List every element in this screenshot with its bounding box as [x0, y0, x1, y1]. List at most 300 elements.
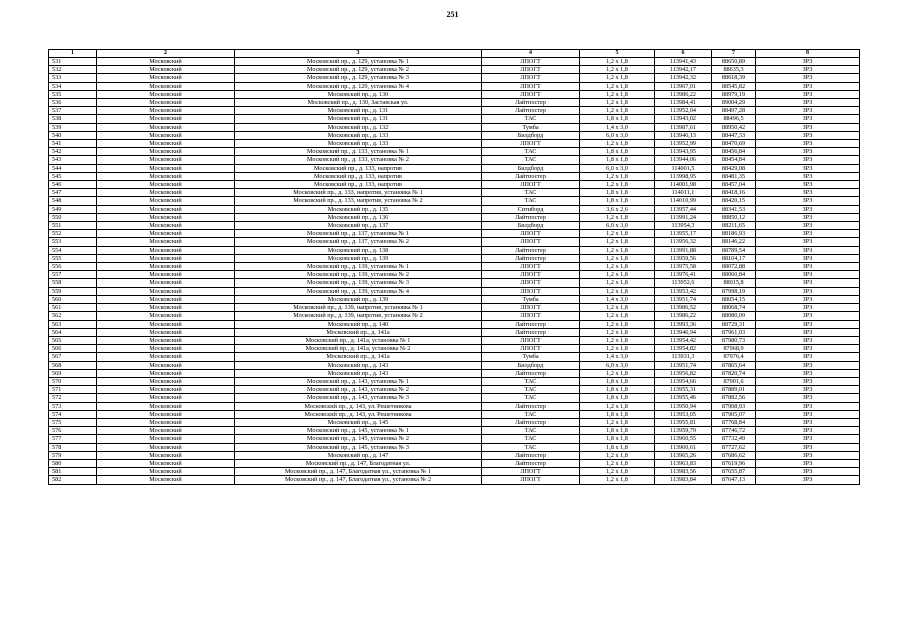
table-row — [49, 222, 860, 230]
table-cell: ТАС — [482, 394, 580, 402]
table-cell: ЛПОГТ — [482, 312, 580, 320]
table-cell: Московский пр., д. 133, напротив, установка № 1 — [235, 189, 482, 197]
table-cell: 113942,32 — [655, 74, 712, 82]
table-cell: 88950,42 — [712, 123, 756, 131]
table-cell: 113951,74 — [655, 295, 712, 303]
table-row — [49, 230, 860, 238]
table-cell: 113983,56 — [655, 468, 712, 476]
table-cell: 579 — [49, 451, 97, 459]
table-cell: 6,0 х 3,0 — [580, 164, 655, 172]
table-cell: 113960,55 — [655, 435, 712, 443]
table-cell: 1,4 х 3,0 — [580, 353, 655, 361]
table-cell: Московский — [97, 435, 235, 443]
table-cell: Московский пр., д. 133, напротив — [235, 181, 482, 189]
table-row — [49, 377, 860, 385]
table-cell: 533 — [49, 74, 97, 82]
table-cell: 87961,03 — [712, 328, 756, 336]
table-cell: Московский — [97, 279, 235, 287]
table-cell: ТАС — [482, 156, 580, 164]
table-cell: 88545,82 — [712, 82, 756, 90]
table-cell: 574 — [49, 410, 97, 418]
table-cell: 547 — [49, 189, 97, 197]
table-cell: 113952,04 — [655, 107, 712, 115]
table-cell: 1,8 х 1,8 — [580, 377, 655, 385]
table-cell: 1,2 х 1,8 — [580, 476, 655, 484]
table-cell: ЗРЗ — [756, 345, 860, 353]
table-cell: 564 — [49, 328, 97, 336]
table-cell: Московский пр., д. 129, установка № 1 — [235, 58, 482, 66]
table-cell: 113943,95 — [655, 148, 712, 156]
table-cell: ЗРЗ — [756, 443, 860, 451]
table-cell: Московский — [97, 238, 235, 246]
table-cell: Билдборд — [482, 222, 580, 230]
table-cell: ЗРЗ — [756, 476, 860, 484]
table-cell: 576 — [49, 427, 97, 435]
table-cell: Московский пр., д. 133, напротив, установка № 2 — [235, 197, 482, 205]
table-cell: Московский пр., д. 143 — [235, 361, 482, 369]
table-cell: 567 — [49, 353, 97, 361]
table-cell: Московский пр., д. 131 — [235, 115, 482, 123]
data-table — [48, 49, 860, 485]
table-row — [49, 369, 860, 377]
table-cell: Московский — [97, 115, 235, 123]
table-cell: Московский — [97, 156, 235, 164]
table-cell: 1,2 х 1,8 — [580, 271, 655, 279]
table-cell: ЗРЗ — [756, 123, 860, 131]
table-row — [49, 148, 860, 156]
table-cell: Московский пр., д. 129, установка № 4 — [235, 82, 482, 90]
table-cell: 582 — [49, 476, 97, 484]
table-cell: ЗРЗ — [756, 99, 860, 107]
table-cell: Московский пр., д. 135 — [235, 205, 482, 213]
table-cell: ЗРЗ — [756, 320, 860, 328]
table-cell: 571 — [49, 386, 97, 394]
table-cell: Московский пр., д. 143, установка № 2 — [235, 386, 482, 394]
table-cell: Московский — [97, 468, 235, 476]
table-cell: 1,2 х 1,8 — [580, 369, 655, 377]
table-cell: ЗРЗ — [756, 74, 860, 82]
table-cell: 1,2 х 1,8 — [580, 140, 655, 148]
table-cell: ЗРЗ — [756, 140, 860, 148]
table-cell: ЛПОГТ — [482, 263, 580, 271]
table-cell: 1,2 х 1,8 — [580, 107, 655, 115]
table-cell: 113950,94 — [655, 402, 712, 410]
table-cell: Билдборд — [482, 131, 580, 139]
table-row — [49, 328, 860, 336]
table-cell: ЗРЗ — [756, 336, 860, 344]
table-cell: Лайтпостер — [482, 99, 580, 107]
table-cell: 113998,95 — [655, 172, 712, 180]
table-cell: ЗРЗ — [756, 189, 860, 197]
table-cell: 569 — [49, 369, 97, 377]
table-cell: 1,2 х 1,8 — [580, 230, 655, 238]
table-cell: 88618,39 — [712, 74, 756, 82]
table-cell: 545 — [49, 172, 97, 180]
page-number: 251 — [446, 10, 459, 19]
table-cell: ЗРЗ — [756, 254, 860, 262]
table-cell: ЗРЗ — [756, 115, 860, 123]
table-cell: ЛПОГТ — [482, 181, 580, 189]
table-cell: 87998,19 — [712, 287, 756, 295]
table-cell: Московский пр., д. 137 — [235, 222, 482, 230]
table-cell: 88635,3 — [712, 66, 756, 74]
table-cell: ЗРЗ — [756, 238, 860, 246]
table-row — [49, 263, 860, 271]
table-cell: ЗРЗ — [756, 148, 860, 156]
table-cell: 113957,44 — [655, 205, 712, 213]
table-cell: Лайтпостер — [482, 254, 580, 262]
table-row — [49, 82, 860, 90]
table-cell: 1,4 х 3,0 — [580, 123, 655, 131]
table-cell: ЗРЗ — [756, 402, 860, 410]
table-cell: 87768,84 — [712, 418, 756, 426]
table-cell: Московский — [97, 394, 235, 402]
table-cell: Московский пр., д. 139, напротив, установка № 2 — [235, 312, 482, 320]
table-cell: ЗРЗ — [756, 205, 860, 213]
column-header: 1 — [49, 50, 97, 58]
table-cell: Московский пр., д. 143, ул. Решетникова — [235, 402, 482, 410]
table-cell: ЗРЗ — [756, 263, 860, 271]
table-cell: Московский — [97, 427, 235, 435]
table-cell: 1,8 х 1,8 — [580, 115, 655, 123]
table-cell: 531 — [49, 58, 97, 66]
table-cell: Лайтпостер — [482, 107, 580, 115]
table-cell: 578 — [49, 443, 97, 451]
table-cell: 1,2 х 1,8 — [580, 181, 655, 189]
table-cell: 1,2 х 1,8 — [580, 213, 655, 221]
table-cell: 113946,13 — [655, 131, 712, 139]
table-cell: 114010,99 — [655, 197, 712, 205]
table-cell: Московский пр., д. 145, установка № 1 — [235, 427, 482, 435]
table-cell: Московский — [97, 369, 235, 377]
table-cell: 87732,49 — [712, 435, 756, 443]
table-row — [49, 468, 860, 476]
table-cell: 88429,08 — [712, 164, 756, 172]
table-cell: 113954,66 — [655, 377, 712, 385]
table-cell: ЗРЗ — [756, 369, 860, 377]
table-cell: Московский пр., д. 147, Благодатная ул., установка № 2 — [235, 476, 482, 484]
table-cell: ЗРЗ — [756, 468, 860, 476]
table-row — [49, 476, 860, 484]
table-cell: Московский — [97, 410, 235, 418]
table-cell: ЗРЗ — [756, 246, 860, 254]
table-cell: Московский пр., д. 147, Благодатная ул. — [235, 459, 482, 467]
table-cell: Московский пр., д. 143 — [235, 369, 482, 377]
table-cell: 570 — [49, 377, 97, 385]
table-cell: 88496,5 — [712, 115, 756, 123]
table-cell: Билдборд — [482, 164, 580, 172]
table-cell: 557 — [49, 271, 97, 279]
table-row — [49, 115, 860, 123]
table-row — [49, 254, 860, 262]
table-row — [49, 271, 860, 279]
table-cell: 114001,5 — [655, 164, 712, 172]
table-cell: ЗРЗ — [756, 271, 860, 279]
table-cell: Московский пр., д. 139, напротив, установка № 1 — [235, 304, 482, 312]
table-cell: Московский пр., д. 141а, установка № 2 — [235, 345, 482, 353]
table-cell: 1,8 х 1,8 — [580, 156, 655, 164]
table-cell: 532 — [49, 66, 97, 74]
table-cell: Московский пр., д. 139 — [235, 295, 482, 303]
table-cell: Московский — [97, 353, 235, 361]
table-cell: 113955,46 — [655, 394, 712, 402]
table-cell: Московский — [97, 295, 235, 303]
table-cell: 88054,15 — [712, 295, 756, 303]
table-cell: 555 — [49, 254, 97, 262]
table-cell: 113956,32 — [655, 238, 712, 246]
table-cell: ТАС — [482, 427, 580, 435]
table-cell: Московский — [97, 123, 235, 131]
table-cell: Московский — [97, 402, 235, 410]
table-cell: ЗРЗ — [756, 451, 860, 459]
table-row — [49, 287, 860, 295]
table-cell: 1,2 х 1,8 — [580, 246, 655, 254]
table-cell: ЗРЗ — [756, 418, 860, 426]
table-cell: Московский пр., д. 143, ул. Решетникова — [235, 410, 482, 418]
table-cell: 1,2 х 1,8 — [580, 345, 655, 353]
table-cell: 573 — [49, 402, 97, 410]
table-cell: 88470,69 — [712, 140, 756, 148]
table-cell: 1,2 х 1,8 — [580, 99, 655, 107]
table-cell: 113983,84 — [655, 476, 712, 484]
table-cell: ЗРЗ — [756, 181, 860, 189]
table-row — [49, 304, 860, 312]
table-cell: Московский пр., д. 130, Заставская ул. — [235, 99, 482, 107]
table-cell: 88420,15 — [712, 197, 756, 205]
table-cell: ЛПОГТ — [482, 230, 580, 238]
table-row — [49, 435, 860, 443]
table-cell: Московский — [97, 58, 235, 66]
table-cell: 113993,36 — [655, 320, 712, 328]
table-cell: 87889,01 — [712, 386, 756, 394]
table-cell: Московский — [97, 320, 235, 328]
table-cell: ЗРЗ — [756, 312, 860, 320]
table-row — [49, 361, 860, 369]
table-cell: 113967,01 — [655, 82, 712, 90]
table-cell: 1,4 х 3,0 — [580, 295, 655, 303]
table-row — [49, 99, 860, 107]
table-cell: 1,2 х 1,8 — [580, 304, 655, 312]
table-cell: Московский пр., д. 140 — [235, 320, 482, 328]
table-cell: 88146,22 — [712, 238, 756, 246]
table-row — [49, 459, 860, 467]
table-cell: Московский — [97, 164, 235, 172]
table-cell: Московский — [97, 328, 235, 336]
table-cell: ЛПОГТ — [482, 66, 580, 74]
table-row — [49, 181, 860, 189]
table-cell: 87686,62 — [712, 451, 756, 459]
table-cell: 113986,22 — [655, 312, 712, 320]
table-cell: ЗРЗ — [756, 172, 860, 180]
table-cell: Московский — [97, 148, 235, 156]
table-cell: 1,2 х 1,8 — [580, 90, 655, 98]
table-cell: Московский — [97, 74, 235, 82]
table-cell: ТАС — [482, 410, 580, 418]
table-cell: ЗРЗ — [756, 156, 860, 164]
table-cell: Лайтпостер — [482, 320, 580, 328]
table-cell: 1,2 х 1,8 — [580, 459, 655, 467]
table-cell: Московский пр., д. 145, установка № 3 — [235, 443, 482, 451]
table-cell: Московский — [97, 287, 235, 295]
table-cell: 113955,31 — [655, 386, 712, 394]
table-cell: Московский пр., д. 138 — [235, 246, 482, 254]
table-cell: 87905,07 — [712, 410, 756, 418]
table-cell: Лайтпостер — [482, 402, 580, 410]
table-cell: Лайтпостер — [482, 213, 580, 221]
table-cell: Московский — [97, 377, 235, 385]
table-cell: ЛПОГТ — [482, 58, 580, 66]
table-cell: 6,0 х 3,0 — [580, 131, 655, 139]
table-cell: 1,2 х 1,8 — [580, 451, 655, 459]
table-cell: Московский — [97, 345, 235, 353]
table-cell: 562 — [49, 312, 97, 320]
table-row — [49, 58, 860, 66]
table-cell: 560 — [49, 295, 97, 303]
table-cell: 553 — [49, 238, 97, 246]
table-cell: ЗРЗ — [756, 328, 860, 336]
table-cell: 565 — [49, 336, 97, 344]
table-cell: Московский — [97, 230, 235, 238]
table-cell: Московский — [97, 90, 235, 98]
table-cell: ЗРЗ — [756, 386, 860, 394]
column-header: 3 — [235, 50, 482, 58]
table-cell: 1,2 х 1,8 — [580, 82, 655, 90]
table-row — [49, 197, 860, 205]
column-header: 8 — [756, 50, 860, 58]
table-cell: Московский — [97, 181, 235, 189]
table-cell: ЛПОГТ — [482, 476, 580, 484]
table-cell: 577 — [49, 435, 97, 443]
table-cell: 87820,74 — [712, 369, 756, 377]
table-cell: Московский пр., д. 130 — [235, 90, 482, 98]
table-row — [49, 189, 860, 197]
table-cell: 87865,64 — [712, 361, 756, 369]
table-cell: Московский — [97, 205, 235, 213]
table-row — [49, 312, 860, 320]
table-cell: Московский пр., д. 133, напротив — [235, 164, 482, 172]
table-cell: ЛПОГТ — [482, 345, 580, 353]
table-cell: ЗРЗ — [756, 131, 860, 139]
column-header: 6 — [655, 50, 712, 58]
table-cell: Московский — [97, 82, 235, 90]
table-cell: ЛПОГТ — [482, 279, 580, 287]
table-cell: 88211,65 — [712, 222, 756, 230]
table-cell: ЗРЗ — [756, 295, 860, 303]
table-cell: 1,2 х 1,8 — [580, 287, 655, 295]
table-cell: Лайтпостер — [482, 418, 580, 426]
table-cell: 87968,9 — [712, 345, 756, 353]
table-cell: Московский — [97, 131, 235, 139]
table-cell: ЗРЗ — [756, 361, 860, 369]
table-cell: Московский пр., д. 136 — [235, 213, 482, 221]
table-cell: Лайтпостер — [482, 328, 580, 336]
table-cell: 87727,62 — [712, 443, 756, 451]
table-cell: ЗРЗ — [756, 82, 860, 90]
table-cell: 88454,84 — [712, 156, 756, 164]
table-cell: 1,2 х 1,8 — [580, 263, 655, 271]
table-cell: 3,6 х 2,6 — [580, 205, 655, 213]
table-cell: ЗРЗ — [756, 435, 860, 443]
table-cell: 113943,02 — [655, 115, 712, 123]
table-cell: 1,2 х 1,8 — [580, 74, 655, 82]
table-cell: 113986,52 — [655, 304, 712, 312]
table-cell: 88650,89 — [712, 58, 756, 66]
table-cell: Лайтпостер — [482, 451, 580, 459]
table-cell: ТАС — [482, 197, 580, 205]
table-cell: Московский пр., д. 143, установка № 1 — [235, 377, 482, 385]
table-cell: Московский — [97, 107, 235, 115]
table-cell: 6,0 х 3,0 — [580, 222, 655, 230]
table-cell: 88080,09 — [712, 312, 756, 320]
table-cell: 113952,99 — [655, 140, 712, 148]
table-cell: 1,2 х 1,8 — [580, 336, 655, 344]
table-cell: 113951,74 — [655, 361, 712, 369]
table-row — [49, 418, 860, 426]
table-cell: 541 — [49, 140, 97, 148]
table-cell: ЛПОГТ — [482, 74, 580, 82]
table-cell: 87655,87 — [712, 468, 756, 476]
table-cell: 113953,05 — [655, 410, 712, 418]
table-cell: 113960,61 — [655, 443, 712, 451]
table-cell: ЗРЗ — [756, 279, 860, 287]
table-cell: 113952,6 — [655, 279, 712, 287]
table-cell: 88060,84 — [712, 271, 756, 279]
table-cell: Московский — [97, 312, 235, 320]
table-row — [49, 345, 860, 353]
table-cell: 88789,54 — [712, 246, 756, 254]
table-cell: Ситиборд — [482, 205, 580, 213]
table-cell: ЛПОГТ — [482, 90, 580, 98]
table-cell: 87647,13 — [712, 476, 756, 484]
table-cell: 88072,88 — [712, 263, 756, 271]
table-cell: Московский — [97, 451, 235, 459]
table-cell: 113976,41 — [655, 271, 712, 279]
table-cell: 88015,8 — [712, 279, 756, 287]
table-cell: ЗРЗ — [756, 197, 860, 205]
table-cell: 88447,33 — [712, 131, 756, 139]
table-row — [49, 66, 860, 74]
table-cell: Московский пр., д. 131 — [235, 107, 482, 115]
column-header: 2 — [97, 50, 235, 58]
table-cell: ЛПОГТ — [482, 287, 580, 295]
table-cell: 537 — [49, 107, 97, 115]
table-cell: 88497,28 — [712, 107, 756, 115]
table-row — [49, 410, 860, 418]
column-header: 4 — [482, 50, 580, 58]
table-row — [49, 402, 860, 410]
table-cell: ЗРЗ — [756, 394, 860, 402]
table-cell: 113941,43 — [655, 58, 712, 66]
table-cell: Московский пр., д. 132 — [235, 123, 482, 131]
table-cell: ЗРЗ — [756, 164, 860, 172]
table-cell: 113954,82 — [655, 345, 712, 353]
table-cell: 1,2 х 1,8 — [580, 172, 655, 180]
table-row — [49, 443, 860, 451]
table-cell: 580 — [49, 459, 97, 467]
table-cell: 87619,96 — [712, 459, 756, 467]
table-cell: 1,2 х 1,8 — [580, 328, 655, 336]
table-cell: 581 — [49, 468, 97, 476]
table-cell: 87976,4 — [712, 353, 756, 361]
table-cell: Московский пр., д. 141а — [235, 353, 482, 361]
table-cell: ЗРЗ — [756, 222, 860, 230]
table-cell: 113955,81 — [655, 418, 712, 426]
table-cell: 113942,17 — [655, 66, 712, 74]
table-cell: 87882,56 — [712, 394, 756, 402]
table-row — [49, 394, 860, 402]
table-cell: 546 — [49, 181, 97, 189]
table-cell: 551 — [49, 222, 97, 230]
